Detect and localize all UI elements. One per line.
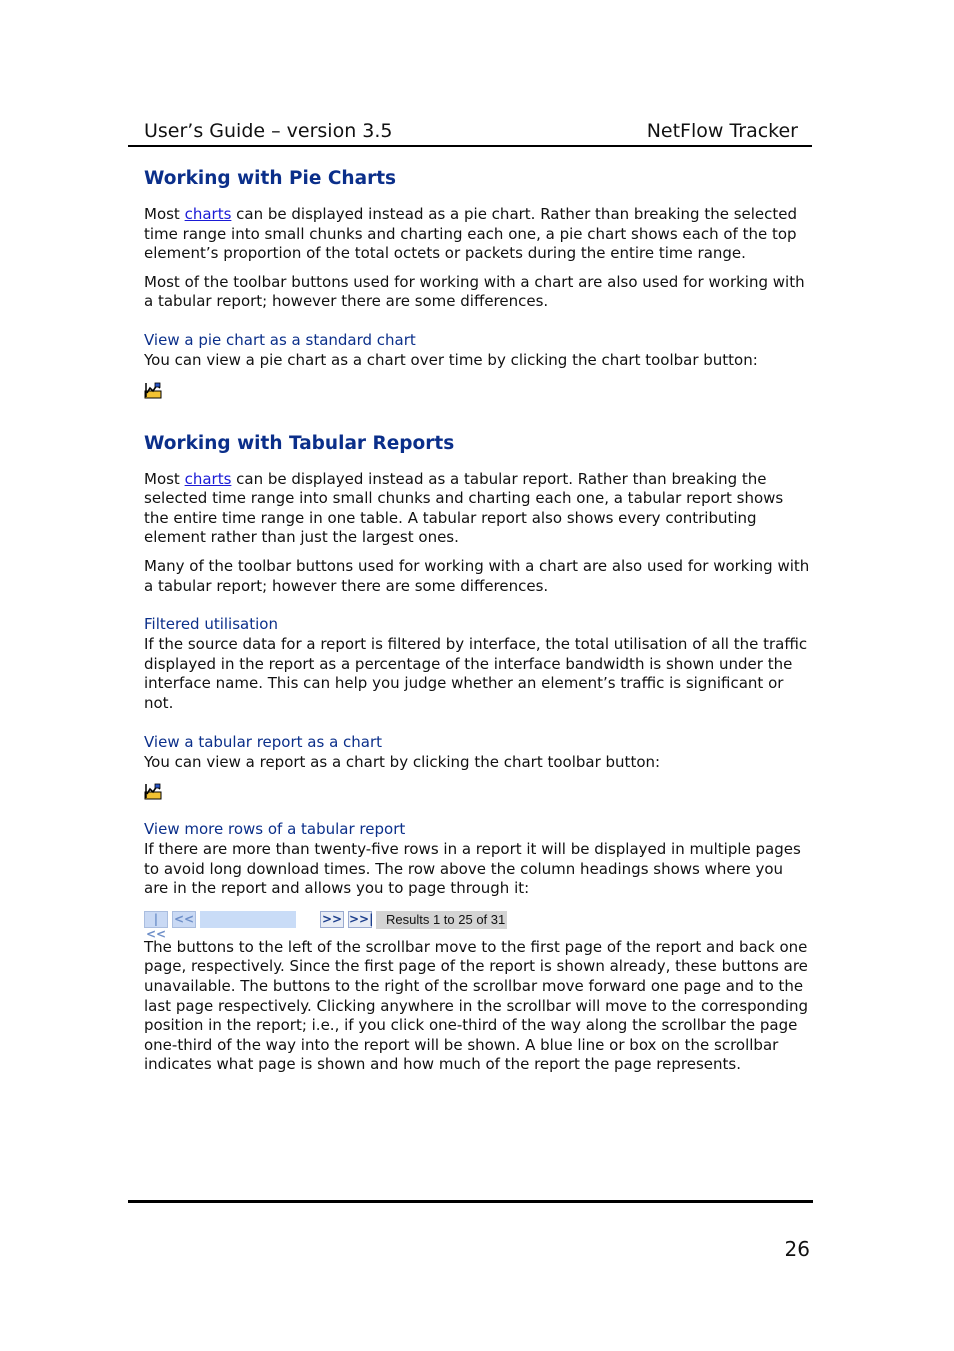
tabular-paragraph-1: Most charts can be displayed instead as a tabular report. Rather than breaking the selected time range into small chunks and charting each one, a tabular report shows the entire time range in one table. A tabular report also shows every contributing element rather than just the largest ones. <box>144 469 784 547</box>
first-page-icon: |<< <box>145 911 167 941</box>
previous-page-icon: << <box>173 911 195 926</box>
page-content <box>144 168 812 1075</box>
pie-paragraph-1: Most charts can be displayed instead as a pie chart. Rather than breaking the selected time range into small chunks and charting each one, a pie chart shows each of the top element’s proportion of the total octets or packets during the entire time range. <box>144 205 798 263</box>
header-product-name: NetFlow Tracker <box>646 120 798 142</box>
section-title-pie-charts: Working with Pie Charts <box>144 168 397 189</box>
next-page-icon: >> <box>321 911 343 926</box>
previous-page-button[interactable] <box>172 911 196 928</box>
tabular-paragraph-2: Many of the toolbar buttons used for working with a chart are also used for working with a tabular report; however there are some differences. <box>144 556 810 595</box>
chart-icon <box>144 382 162 399</box>
charts-link[interactable]: charts <box>184 205 232 223</box>
last-page-button[interactable] <box>348 911 372 928</box>
chart-toolbar-button-icon <box>144 382 162 399</box>
first-page-button[interactable] <box>144 911 168 941</box>
subsection-title-view-tabular-as-chart: View a tabular report as a chart <box>144 732 383 751</box>
last-page-icon: >>| <box>349 911 374 926</box>
page-number: 26 <box>784 1237 810 1261</box>
pie-paragraph-2: Most of the toolbar buttons used for working with a chart are also used for working with a tabular report; however there are some differences. <box>144 272 805 311</box>
charts-link[interactable]: charts <box>184 469 232 488</box>
chart-icon <box>144 783 162 800</box>
filtered-utilisation-text: If the source data for a report is filtered by interface, the total utilisation of all the traffic displayed in the report as a percentage of the interface bandwidth is shown under the interface name. This can help you judge whether an element’s traffic is significant or not. <box>144 635 808 712</box>
footer-divider <box>128 1200 813 1203</box>
pie-subsection-text: You can view a pie chart as a chart over time by clicking the chart toolbar button: <box>144 350 758 369</box>
view-tabular-as-chart-text: You can view a report as a chart by clicking the chart toolbar button: <box>144 752 661 771</box>
page-scrollbar[interactable] <box>200 911 296 928</box>
pagination-explanation-text: The buttons to the left of the scrollbar move to the first page of the report and back one page, respectively. Since the first page of the report is shown already, these buttons are unavailable. The buttons to the right of the scrollbar move forward one page and to the last page respectively. Clicking anywhere in the scrollbar will move to the corresponding position in the report; i.e., if you click one-third of the way along the scrollbar the page one-third of the way into the report will be shown. A blue line or box on the scrollbar indicates what page is shown and how much of the report the page represents. <box>144 937 809 1074</box>
subsection-title-filtered-utilisation: Filtered utilisation <box>144 615 278 634</box>
results-count: Results 1 to 25 of 31 <box>376 911 507 929</box>
pagination-bar <box>144 911 812 941</box>
section-title-tabular-reports: Working with Tabular Reports <box>144 432 455 454</box>
subsection-title-view-more-rows: View more rows of a tabular report <box>144 820 406 839</box>
page-header <box>128 118 812 147</box>
next-page-button[interactable] <box>320 911 344 928</box>
view-more-rows-text: If there are more than twenty-five rows in a report it will be displayed in multiple pages to avoid long download times. The row above the column headings shows where you are in the report and allows you to page through it: <box>144 840 801 898</box>
chart-toolbar-button-icon <box>144 783 162 800</box>
subsection-title-view-pie-as-chart: View a pie chart as a standard chart <box>144 330 416 349</box>
header-guide-title: User’s Guide – version 3.5 <box>144 120 393 142</box>
